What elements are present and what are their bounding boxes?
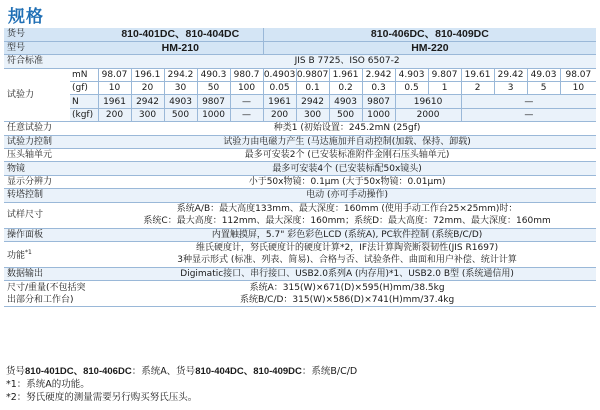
spec-row-value: 小于50x物镜：0.1μm (大于50x物镜：0.01μm) xyxy=(98,175,596,188)
operation-value: 内置触摸屏，5.7" 彩色彩色LCD (系统A), PC软件控制 (系统B/C/D) xyxy=(98,228,596,241)
force-value-cell: 19610 xyxy=(395,95,461,108)
spec-row xyxy=(4,162,596,175)
note-mid: ：系统A、货号 xyxy=(131,366,196,377)
force-value-cell: 4903 xyxy=(329,95,362,108)
force-value-cell: 2 xyxy=(461,82,494,95)
sample-size-label: 试样尺寸 xyxy=(4,202,98,228)
force-value-cell: 300 xyxy=(131,108,164,121)
note-prefix: 货号 xyxy=(6,366,26,377)
spec-row-label: 试验力控制 xyxy=(4,135,98,148)
unit-n: N xyxy=(70,95,98,108)
type-label: 型号 xyxy=(4,41,98,54)
spec-row-value: 最多可安装2个 (已安装标准附件金刚石压头轴单元) xyxy=(98,149,596,162)
spec-row xyxy=(4,135,596,148)
force-value-cell: 980.7 xyxy=(230,68,263,81)
functions-row xyxy=(4,241,596,267)
unit-kgf: (kgf) xyxy=(70,108,98,121)
force-n-row xyxy=(4,95,596,108)
spec-row xyxy=(4,122,596,135)
dimensions-label xyxy=(4,281,98,307)
unit-gf: (gf) xyxy=(70,82,98,95)
dimensions-label-line1: 尺寸/重量(不包括突 xyxy=(7,282,86,293)
force-value-cell: 19.61 xyxy=(461,68,494,81)
force-value-cell: 20 xyxy=(131,82,164,95)
spec-row-label: 转塔控制 xyxy=(4,189,98,202)
force-value-cell: 0.9807 xyxy=(296,69,329,80)
force-value-cell: 196.1 xyxy=(131,68,164,81)
operation-label: 操作面板 xyxy=(4,228,98,241)
force-kgf-row xyxy=(4,108,596,121)
force-value-cell: 98.07 xyxy=(98,68,131,81)
force-value-cell: 2000 xyxy=(395,108,461,121)
force-value-cell: 9.807 xyxy=(428,68,461,81)
spec-row-label: 物镜 xyxy=(4,162,98,175)
model-no-label: 货号 xyxy=(4,28,98,41)
force-value-cell: 200 xyxy=(98,108,131,121)
dimensions-label-line2: 出部分和工作台) xyxy=(7,294,74,305)
force-value-cell: 0.05 xyxy=(263,82,296,95)
force-value-cell: — xyxy=(230,108,263,121)
force-value-cell: 0.4903 xyxy=(263,69,296,80)
force-value-cell: 500 xyxy=(164,108,197,121)
force-value-cell: 3 xyxy=(494,82,527,95)
spec-table xyxy=(4,28,596,307)
force-value-cell: 1000 xyxy=(362,108,395,121)
functions-label: 功能 xyxy=(7,250,26,261)
force-value-cell: 4903 xyxy=(164,95,197,108)
spec-row-value: 种类1 (初始设置：245.2mN (25gf) xyxy=(98,122,596,135)
force-mn-row xyxy=(4,68,596,81)
functions-label-cell xyxy=(4,241,98,267)
force-value-cell: — xyxy=(461,95,596,108)
functions-sup: *1 xyxy=(25,248,32,256)
spec-row-label: 显示分辨力 xyxy=(4,175,98,188)
spec-row-label: 任意试验力 xyxy=(4,122,98,135)
type-b: HM-220 xyxy=(263,41,596,54)
force-value-cell: 200 xyxy=(263,108,296,121)
sample-size-line2: 系统C：最大高度：112mm、最大深度：160mm；系统D：最大高度：72mm、最大深度：160mm xyxy=(143,216,551,227)
functions-line2: 3种显示形式 (标准、列表、简易)、合格与否、试验条件、曲面和用户补偿、统计计算 xyxy=(177,255,517,266)
force-value-cell: — xyxy=(461,108,596,121)
force-value-cell: 1 xyxy=(428,82,461,95)
force-value-cell: 100 xyxy=(230,82,263,95)
force-value-cell: 1961 xyxy=(263,95,296,108)
force-value-cell: 10 xyxy=(560,82,596,95)
note-line1 xyxy=(6,365,357,378)
operation-row xyxy=(4,228,596,241)
test-force-label: 试验力 xyxy=(4,68,70,122)
force-value-cell: 1.961 xyxy=(329,68,362,81)
force-value-cell: 29.42 xyxy=(494,68,527,81)
spec-row-value: 最多可安装4个 (已安装标配50x镜头) xyxy=(98,162,596,175)
standards-label: 符合标准 xyxy=(4,55,98,68)
data-output-label: 数据输出 xyxy=(4,267,98,280)
force-value-cell: 0.2 xyxy=(329,82,362,95)
force-value-cell: 4.903 xyxy=(395,68,428,81)
unit-mn: mN xyxy=(70,68,98,81)
force-value-cell: 10 xyxy=(98,82,131,95)
data-output-value: Digimatic接口、串行接口、USB2.0系列A (内存用)*1、USB2.0 B型 (系统通信用) xyxy=(98,267,596,280)
dimensions-line2: 系统B/C/D：315(W)×586(D)×741(H)mm/37.4kg xyxy=(239,294,455,305)
force-value-cell: 98.07 xyxy=(560,68,596,81)
force-value-cell: 2942 xyxy=(296,95,329,108)
spec-row xyxy=(4,149,596,162)
standards-row xyxy=(4,55,596,68)
sample-size-row xyxy=(4,202,596,228)
note-model-a: 810-401DC、810-406DC xyxy=(25,366,132,377)
dimensions-line1: 系统A：315(W)×671(D)×595(H)mm/38.5kg xyxy=(249,282,445,293)
force-value-cell: 0.3 xyxy=(362,82,395,95)
force-value-cell: 294.2 xyxy=(164,68,197,81)
dimensions-row xyxy=(4,281,596,307)
standards-value: JIS B 7725、ISO 6507-2 xyxy=(98,55,596,68)
functions-value xyxy=(98,241,596,267)
spec-row xyxy=(4,189,596,202)
sample-size-line1: 系统A/B：最大高度133mm、最大深度：160mm (使用手动工作台25×25mm)时： xyxy=(176,204,518,215)
force-value-cell: 1961 xyxy=(98,95,131,108)
spec-row-label: 压头轴单元 xyxy=(4,149,98,162)
force-value-cell: 300 xyxy=(296,108,329,121)
force-value-cell: 5 xyxy=(527,82,560,95)
note-model-b: 810-404DC、810-409DC xyxy=(195,366,302,377)
type-row xyxy=(4,41,596,54)
force-value-cell: 9807 xyxy=(197,95,230,108)
page-title: 规格 xyxy=(8,7,44,27)
force-value-cell: 0.1 xyxy=(296,82,329,95)
force-value-cell: 9807 xyxy=(362,95,395,108)
model-no-row xyxy=(4,28,596,41)
note-line3: *2：努氏硬度的测量需要另行购买努氏压头。 xyxy=(6,392,198,403)
force-value-cell: 2942 xyxy=(131,95,164,108)
force-gf-row xyxy=(4,82,596,95)
sample-size-value xyxy=(98,202,596,228)
force-value-cell: 49.03 xyxy=(527,68,560,81)
dimensions-value xyxy=(98,281,596,307)
force-value-cell: 50 xyxy=(197,82,230,95)
force-value-cell: 0.5 xyxy=(395,82,428,95)
footnotes xyxy=(6,365,357,404)
spec-row xyxy=(4,175,596,188)
model-no-a: 810-401DC、810-404DC xyxy=(98,28,263,41)
force-value-cell: 500 xyxy=(329,108,362,121)
note-line2: *1：系统A的功能。 xyxy=(6,379,90,390)
force-value-cell: 30 xyxy=(164,82,197,95)
note-suffix: ：系统B/C/D xyxy=(301,366,358,377)
spec-row-value: 电动 (亦可手动操作) xyxy=(98,189,596,202)
spec-row-value: 试验力由电磁力产生 (马达施加并自动控制(加载、保持、卸载) xyxy=(98,135,596,148)
type-a: HM-210 xyxy=(98,41,263,54)
data-output-row xyxy=(4,267,596,280)
model-no-b: 810-406DC、810-409DC xyxy=(263,28,596,41)
force-value-cell: 2.942 xyxy=(362,68,395,81)
force-value-cell: 1000 xyxy=(197,108,230,121)
force-value-cell: — xyxy=(230,95,263,108)
functions-line1: 维氏硬度计，努氏硬度计的硬度计算*2，IF法计算陶瓷断裂韧性(JIS R1697) xyxy=(196,243,499,254)
force-value-cell: 490.3 xyxy=(197,68,230,81)
